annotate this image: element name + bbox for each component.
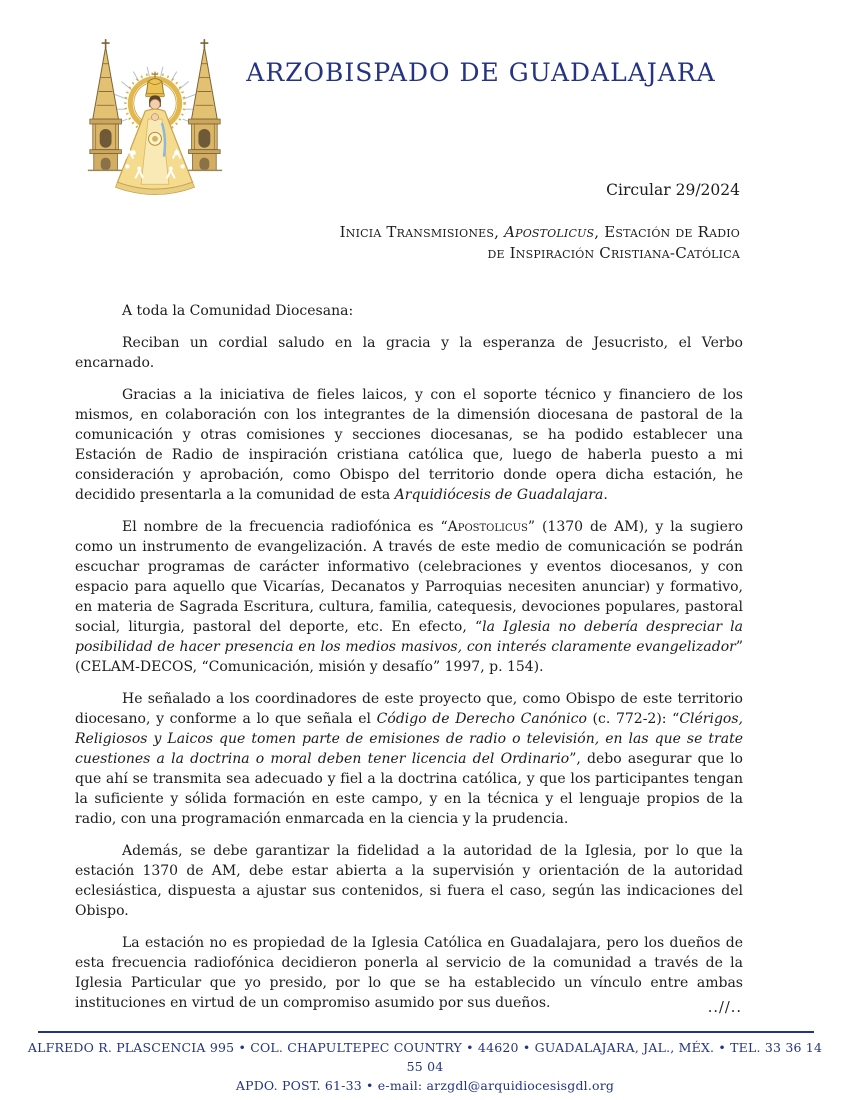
letterhead-footer <box>25 1038 825 1095</box>
paragraph-church-supervision: Además, se debe garantizar la fidelidad a la autoridad de la Iglesia, por lo que la estación 1370 de AM, debe estar abierta a la supervisión y orientación de la autoridad eclesiástica, dispuesta a ajustar sus contenidos, si fuera el caso, según las indicaciones del Obispo. <box>75 843 743 919</box>
letter-body <box>75 301 743 1025</box>
circular-number: Circular 29/2024 <box>606 181 740 199</box>
subject-block <box>340 222 740 264</box>
email-address: arzgdl@arquidiocesisgdl.org <box>426 1078 615 1093</box>
virgin-figure <box>116 72 195 195</box>
subject-line-1: Inicia Transmisiones, Apostolicus, Estación de Radio <box>339 223 740 241</box>
footer-address-line: ALFREDO R. PLASCENCIA 995 • COL. CHAPULTEPEC COUNTRY • 44620 • GUADALAJARA, JAL., MÉX. • TEL. 33 36 14 55 04 <box>27 1040 823 1074</box>
continuation-mark: ..//.. <box>707 1000 742 1016</box>
paragraph-station-announcement: Gracias a la iniciativa de fieles laicos, y con el soporte técnico y financiero de los mismos, en colaboración con los integrantes de la dimensión diocesana de pastoral de la comunicación y otras comisiones y secciones diocesanas, se ha podido establecer una Estación de Radio de inspiración cristiana católica que, luego de haberla puesto a mi consideración y aprobación, como Obispo del territorio donde opera dicha estación, he decidido presentarla a la comunidad de esta Arquidiócesis de Guadalajara. <box>75 387 743 503</box>
footer-postal-label: APDO. POST. 61-33 • e-mail: <box>235 1078 427 1093</box>
page-title: ARZOBISPADO DE GUADALAJARA <box>246 58 716 87</box>
paragraph-greeting: Reciban un cordial saludo en la gracia y la esperanza de Jesucristo, el Verbo encarnado. <box>75 335 743 371</box>
archdiocese-logo <box>76 36 234 214</box>
footer-divider <box>38 1031 814 1033</box>
virgin-of-zapopan-icon <box>76 36 234 214</box>
footer-contact-line <box>25 1076 825 1095</box>
salutation: A toda la Comunidad Diocesana: <box>122 303 354 319</box>
right-cathedral-tower <box>187 39 223 170</box>
left-cathedral-tower <box>88 39 124 170</box>
paragraph-ownership: La estación no es propiedad de la Iglesia Católica en Guadalajara, pero los dueños de esta frecuencia radiofónica decidieron ponerla al servicio de la comunidad a través de la Iglesia Particular que yo presido, por lo que se ha establecido un vínculo entre ambas instituciones en virtud de un compromiso asumido por sus dueños. <box>75 935 743 1011</box>
subject-line-2: de Inspiración Cristiana-Católica <box>487 244 740 262</box>
paragraph-station-name: El nombre de la frecuencia radiofónica es “Apostolicus” (1370 de AM), y la sugiero como un instrumento de evangelización. A través de este medio de comunicación se podrán escuchar programas de carácter informativo (celebraciones y eventos diocesanos, y con espacio para aquello que Vicarías, Decanatos y Parroquias necesiten anunciar) y formativo, en materia de Sagrada Escritura, cultura, familia, catequesis, devociones populares, pastoral social, liturgia, pastoral del deporte, etc. En efecto, “la Iglesia no debería despreciar la posibilidad de hacer presencia en los medios masivos, con interés claramente evangelizador” (CELAM-DECOS, “Comunicación, misión y desafío” 1997, p. 154). <box>75 519 744 675</box>
paragraph-canon-law: He señalado a los coordinadores de este proyecto que, como Obispo de este territorio diocesano, y conforme a lo que señala el Código de Derecho Canónico (c. 772-2): “Clérigos, Religiosos y Laicos que tomen parte de emisiones de radio o televisión, en las que se trate cuestiones a la doctrina o moral deben tener licencia del Ordinario”, debo asegurar que lo que ahí se transmita sea adecuado y fiel a la doctrina católica, y que los participantes tengan la suficiente y sólida formación en este campo, y en la técnica y el lenguaje propios de la radio, con una programación enmarcada en la ciencia y la prudencia. <box>75 691 743 827</box>
